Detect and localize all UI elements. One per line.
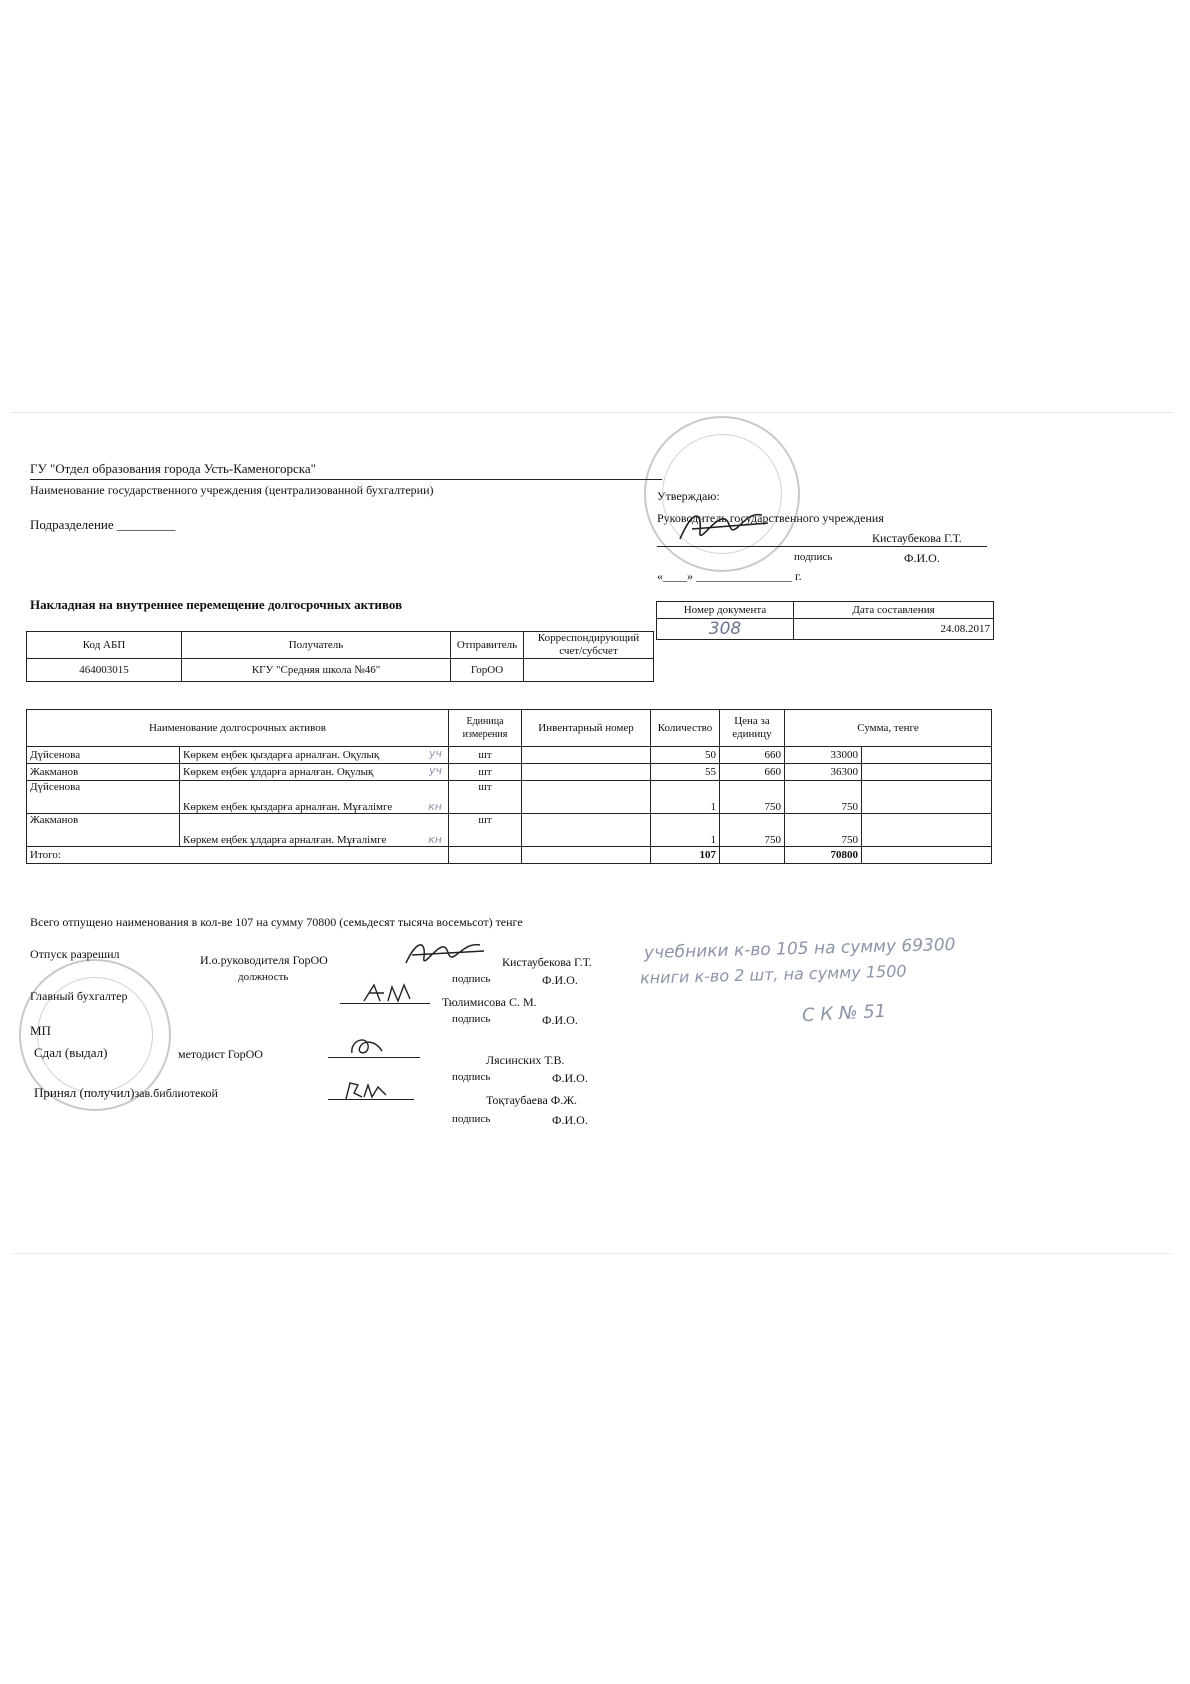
approval-sig-caption: подпись [794, 551, 833, 563]
total-sum: 70800 [785, 847, 862, 864]
row-person: Жакманов [27, 814, 180, 847]
row-price: 750 [720, 814, 785, 847]
approval-name: Кистаубекова Г.Т. [872, 531, 962, 545]
row-person: Жакманов [27, 764, 180, 781]
received-fio-caption: Ф.И.О. [552, 1113, 588, 1127]
row-note: кн [428, 800, 442, 813]
received-signature [342, 1077, 392, 1103]
approval-signature [672, 501, 782, 551]
row-note: кн [428, 833, 442, 846]
document-date: 24.08.2017 [794, 619, 994, 640]
items-header-unit: Единица измерения [449, 710, 522, 747]
org-caption: Наименование государственного учреждения (централизованной бухгалтерии) [30, 483, 434, 497]
parties-table [26, 631, 654, 682]
mp-label: МП [30, 1023, 51, 1038]
row-inv [522, 747, 651, 764]
row-qty: 55 [651, 764, 720, 781]
handed-sig-caption: подпись [452, 1071, 491, 1083]
total-label: Итого: [27, 847, 449, 864]
received-label-text: Принял (получил) [34, 1085, 135, 1100]
handed-label: Сдал (выдал) [34, 1045, 108, 1060]
handed-fio-caption: Ф.И.О. [552, 1071, 588, 1085]
items-header-sum: Сумма, тенге [785, 710, 992, 747]
row-note: уч [428, 764, 442, 777]
header-recipient: Получатель [182, 632, 451, 659]
release-position: И.о.руководителя ГорОО [200, 953, 328, 967]
row-item-name: Көркем еңбек ұлдарға арналған. Мұғалімге [183, 834, 387, 846]
release-signature [400, 933, 490, 973]
approval-fio-caption: Ф.И.О. [904, 551, 940, 565]
received-label [34, 1085, 218, 1101]
items-table [26, 709, 992, 864]
accountant-name: Тюлимисова С. М. [442, 995, 537, 1009]
approval-role: Руководитель государственного учреждения [657, 511, 884, 525]
header-corr-account: Корреспондирующий счет/субсчет [524, 632, 654, 659]
approval-title: Утверждаю: [657, 489, 720, 503]
row-unit: шт [449, 764, 522, 781]
table-row [27, 814, 992, 847]
items-header-qty: Количество [651, 710, 720, 747]
row-item-name: Көркем еңбек қыздарға арналған. Мұғалімге [183, 801, 393, 813]
accountant-fio-caption: Ф.И.О. [542, 1013, 578, 1027]
row-item-name: Көркем еңбек ұлдарға арналған. Оқулық [183, 766, 374, 778]
row-inv [522, 764, 651, 781]
subdivision-value: _________ [116, 517, 176, 532]
row-inv [522, 814, 651, 847]
items-header-inv: Инвентарный номер [522, 710, 651, 747]
release-name: Кистаубекова Г.Т. [502, 955, 592, 969]
row-note: уч [428, 747, 442, 760]
release-label: Отпуск разрешил [30, 947, 120, 961]
value-abp-code: 464003015 [27, 659, 182, 682]
release-fio-caption: Ф.И.О. [542, 973, 578, 987]
table-row [27, 781, 992, 814]
row-inv [522, 781, 651, 814]
header-sender: Отправитель [451, 632, 524, 659]
row-unit: шт [449, 781, 522, 814]
row-unit: шт [449, 814, 522, 847]
row-price: 660 [720, 764, 785, 781]
table-row [27, 747, 992, 764]
subdivision-label-text: Подразделение [30, 517, 114, 532]
row-person: Дүйсенова [27, 747, 180, 764]
document-number-table [656, 601, 994, 640]
row-item-name: Көркем еңбек қыздарға арналған. Оқулық [183, 749, 380, 761]
value-recipient: КГУ "Средняя школа №46" [182, 659, 451, 682]
table-row [27, 764, 992, 781]
document-title: Накладная на внутреннее перемещение долгосрочных активов [30, 597, 403, 612]
subdivision-label [30, 517, 175, 533]
row-qty: 1 [651, 814, 720, 847]
row-sum: 750 [785, 814, 862, 847]
number-header: Номер документа [657, 602, 794, 619]
document-number: 308 [657, 619, 794, 640]
received-sig-caption: подпись [452, 1113, 491, 1125]
total-text: Всего отпущено наименования в кол-ве 107 на сумму 70800 (семьдесят тысяча восемьсот) тенге [30, 915, 523, 929]
date-header: Дата составления [794, 602, 994, 619]
value-corr-account [524, 659, 654, 682]
row-sum: 36300 [785, 764, 862, 781]
release-sig-caption: подпись [452, 973, 491, 985]
value-sender: ГорОО [451, 659, 524, 682]
handwritten-note-3: С К № 51 [801, 1000, 887, 1027]
org-underline [30, 479, 662, 480]
handed-name: Лясинских Т.В. [486, 1053, 565, 1067]
received-name: Тоқтаубаева Ф.Ж. [486, 1093, 578, 1107]
row-qty: 1 [651, 781, 720, 814]
handwritten-note-2: книги к-во 2 шт, на сумму 1500 [639, 961, 907, 988]
items-header-price: Цена за единицу [720, 710, 785, 747]
row-qty: 50 [651, 747, 720, 764]
received-position: зав.библиотекой [134, 1086, 218, 1100]
org-name: ГУ "Отдел образования города Усть-Каменогорска" [30, 461, 316, 476]
row-price: 660 [720, 747, 785, 764]
row-person: Дүйсенова [27, 781, 180, 814]
total-row [27, 847, 992, 864]
approval-date-line: «____» ________________ г. [657, 569, 802, 583]
row-price: 750 [720, 781, 785, 814]
row-sum: 750 [785, 781, 862, 814]
row-sum: 33000 [785, 747, 862, 764]
position-caption: должность [238, 971, 289, 983]
total-qty: 107 [651, 847, 720, 864]
header-abp-code: Код АБП [27, 632, 182, 659]
accountant-label: Главный бухгалтер [30, 989, 128, 1003]
accountant-signature [360, 979, 420, 1007]
handed-signature [346, 1033, 390, 1059]
items-header-name: Наименование долгосрочных активов [27, 710, 449, 747]
document-sheet [12, 412, 1172, 1254]
accountant-sig-caption: подпись [452, 1013, 491, 1025]
handed-position: методист ГорОО [178, 1047, 263, 1061]
row-unit: шт [449, 747, 522, 764]
handwritten-note-1: учебники к-во 105 на сумму 69300 [643, 934, 956, 964]
